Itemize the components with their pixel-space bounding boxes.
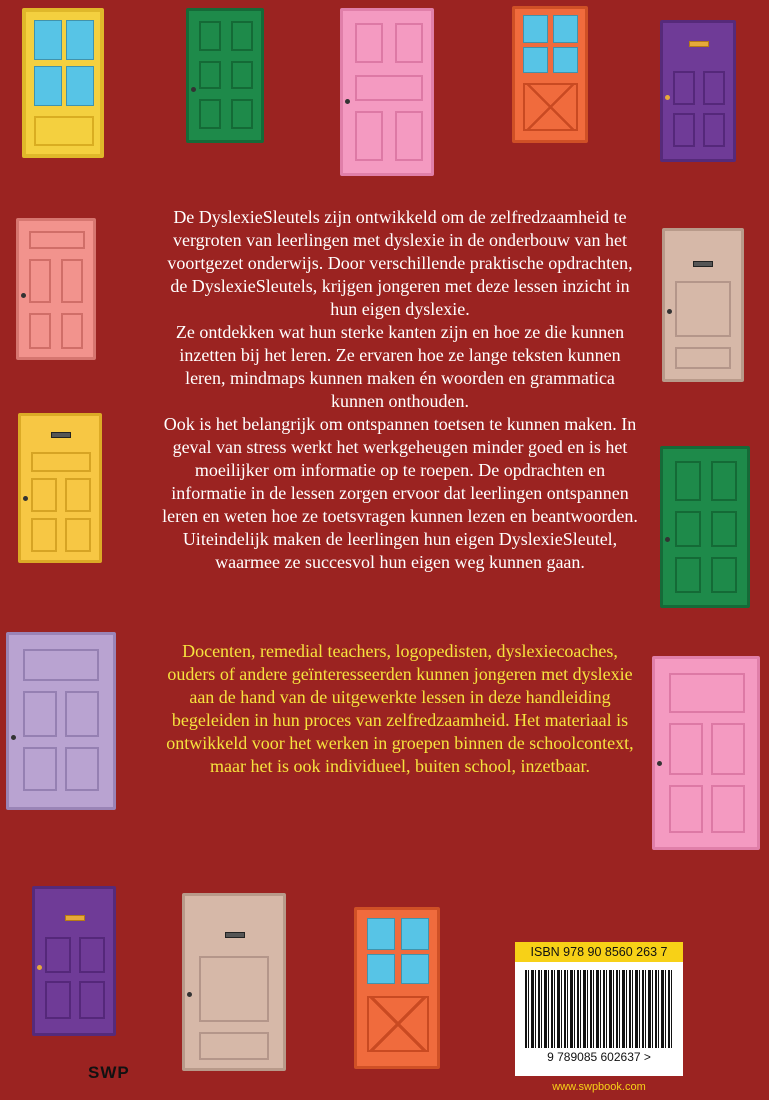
barcode-bars: [525, 970, 673, 1048]
publisher-url: www.swpbook.com: [552, 1081, 646, 1093]
door-lavender: [6, 632, 116, 810]
blurb-main: [160, 206, 640, 574]
audience-paragraph: Docenten, remedial teachers, logopedisten, dyslexiecoaches, ouders of andere geïnteresseerden kunnen jongeren met dyslexie aan de hand van de uitgewerkte lessen in deze handleiding begeleiden in hun proces van zelfredzaamheid. Het materiaal is ontwikkeld voor het werken in groepen binnen de schoolcontext, maar het is ook individueel, buiten school, inzetbaar.: [166, 641, 634, 776]
door-yellow: [18, 413, 102, 563]
door-green-right: [660, 446, 750, 608]
blurb-paragraph-3: Ook is het belangrijk om ontspannen toetsen te kunnen maken. In geval van stress werkt het werkgeheugen minder goed en is het moeilijker om informatie op te roepen. De opdrachten en informatie in de lessen zorgen ervoor dat leerlingen ontspannen leren en weten hoe ze toetsvragen kunnen lezen en beantwoorden.: [162, 414, 638, 526]
blurb-paragraph-2: Ze ontdekken wat hun sterke kanten zijn en hoe ze die kunnen inzetten bij het leren. Ze ervaren hoe ze lange teksten kunnen leren, mindmaps kunnen maken én woorden en grammatica kunnen onthouden.: [175, 322, 625, 411]
door-yellow-glass: [22, 8, 104, 158]
publisher-logo: SWP: [88, 1063, 130, 1082]
door-pink: [340, 8, 434, 176]
isbn-label: ISBN 978 90 8560 263 7: [515, 942, 683, 962]
barcode-number: 9 789085 602637 >: [547, 1050, 651, 1064]
door-beige: [662, 228, 744, 382]
door-orange-glass: [512, 6, 588, 143]
door-salmon: [16, 218, 96, 360]
door-orange-bottom: [354, 907, 440, 1069]
door-pink-right: [652, 656, 760, 850]
blurb-paragraph-1: De DyslexieSleutels zijn ontwikkeld om de zelfredzaamheid te vergroten van leerlingen met dyslexie in de onderbouw van het voortgezet onderwijs. Door verschillende praktische opdrachten, de DyslexieSleutels, krijgen jongeren met deze lessen inzicht in hun eigen dyslexie.: [167, 207, 633, 319]
door-beige-bottom: [182, 893, 286, 1071]
blurb-paragraph-4: Uiteindelijk maken de leerlingen hun eigen DyslexieSleutel, waarmee ze succesvol hun eigen weg kunnen gaan.: [182, 529, 618, 572]
blurb-audience: [160, 640, 640, 778]
barcode: [515, 942, 683, 1076]
door-purple-bottom: [32, 886, 116, 1036]
door-green: [186, 8, 264, 143]
door-purple: [660, 20, 736, 162]
